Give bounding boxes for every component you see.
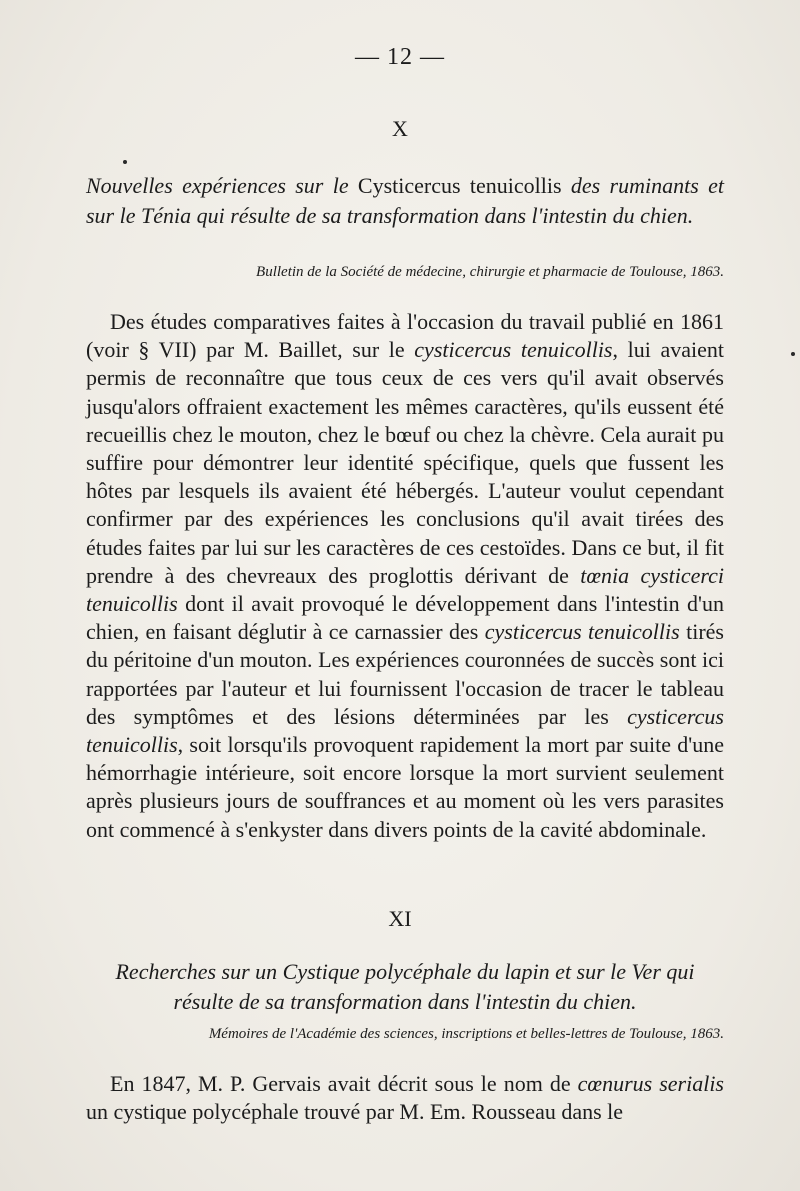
section-x-italic-2: tœnia cysticerci tenuicollis (86, 562, 724, 617)
section-x-body (86, 308, 724, 844)
section-x-text-5: , soit lorsqu'ils provoquent rapidement la mort par suite d'une hémorrhagie intérieure, soit encore lorsque la mort survient seulement après plusieurs jours de souffrances et au moment où les vers parasites ont commencé à s'enkyster dans divers points de la cavité abdominale. (86, 732, 724, 842)
section-x-italic-4: cysticercus tenuicollis (86, 703, 724, 758)
section-heading-x: X (392, 116, 408, 141)
section-x-title-part3: des ruminants et sur le Ténia qui résulte de sa transformation dans l'intestin du chien. (86, 173, 725, 228)
ink-speck (791, 352, 795, 356)
section-x-title-part2: Cysticercus tenuicollis (357, 173, 562, 198)
page-number: — 12 — (355, 44, 445, 70)
section-x-source: Bulletin de la Société de médecine, chirurgie et pharmacie de Toulouse, 1863. (256, 264, 724, 280)
section-xi-paragraph (86, 1070, 724, 1126)
section-xi-text-2: un cystique polycéphale trouvé par M. Em. Rousseau dans le (86, 1099, 624, 1125)
section-xi-body (86, 1070, 724, 1126)
section-xi-source: Mémoires de l'Académie des sciences, inscriptions et belles-lettres de Toulouse, 1863. (208, 1026, 724, 1042)
section-x-italic-3: cysticercus tenuicollis (484, 619, 680, 645)
ink-speck (123, 160, 127, 164)
section-x-title (86, 171, 724, 231)
section-x-paragraph (86, 308, 724, 844)
section-x-text-2: , lui avaient permis de reconnaître que tous ceux de ces vers qu'il avait observés jusqu'alors offraient exactement les mêmes caractères, qu'ils eussent été recueillis chez le mouton, chez le bœuf ou chez la chèvre. Cela aurait pu suffire pour démontrer leur identité spécifique, quels que fussent les hôtes par lesquels ils avaient été hébergés. L'auteur voulut cependant confirmer par des expériences les conclusions qu'il avait tirées des études faites par lui sur les caractères de ces cestoïdes. Dans ce but, il fit prendre à des chevreaux des proglottis dérivant de (86, 337, 724, 588)
section-x-text-4: tirés du péritoine d'un mouton. Les expériences couronnées de succès sont ici rapportées par l'auteur et lui fournissent l'occasion de tracer le tableau des symptômes et des lésions déterminées par les (86, 619, 724, 729)
section-heading-xi: XI (388, 906, 412, 931)
section-xi-title: Recherches sur un Cystique polycéphale du lapin et sur le Ver qui résulte de sa transformation dans l'intestin du chien. (115, 959, 695, 1014)
section-xi-italic-1: cœnurus serialis (577, 1071, 724, 1096)
section-x-italic-1: cysticercus tenuicollis (414, 337, 613, 363)
section-xi-text-1: En 1847, M. P. Gervais avait décrit sous le nom de (110, 1071, 578, 1096)
section-x-title-part1: Nouvelles expériences sur le (86, 173, 358, 198)
section-x-text-3: dont il avait provoqué le développement dans l'intestin d'un chien, en faisant déglutir à ce carnassier des (86, 591, 724, 645)
section-x-text-1: Des études comparatives faites à l'occasion du travail publié en 1861 (voir § VII) par M. Baillet, sur le (86, 309, 724, 363)
